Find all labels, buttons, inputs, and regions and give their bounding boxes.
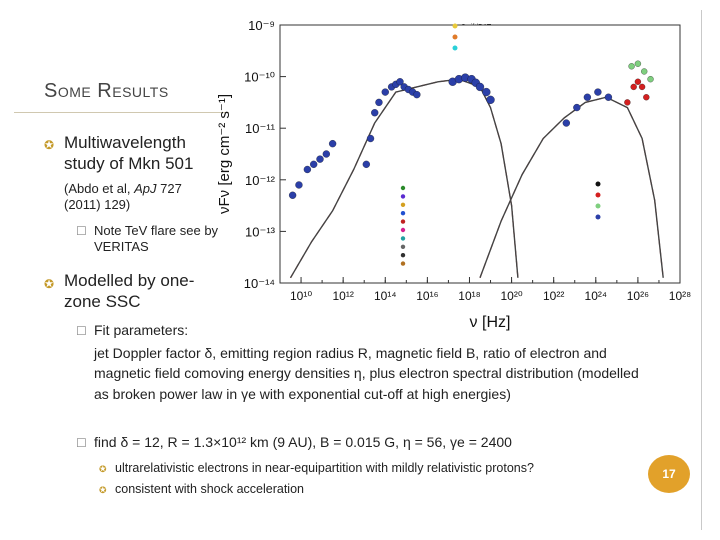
y-tick-label: 10⁻¹⁴: [243, 276, 275, 291]
y-tick-label: 10⁻¹³: [245, 224, 275, 240]
x-tick-label: 10²⁸: [668, 289, 692, 303]
legend-marker: [401, 261, 405, 265]
bullet-multiwavelength: Multiwavelength study of Mkn 501: [64, 133, 194, 174]
conclusion-equipartition: ultrarelativistic electrons in near-equipartition with mildly relativistic protons?: [115, 461, 534, 475]
sync-data-point: [323, 151, 330, 158]
reference-text-a: (Abdo et al,: [64, 181, 135, 196]
fermi-data-point: [605, 94, 612, 101]
xray-data-point: [482, 88, 490, 96]
legend-marker: [596, 204, 601, 209]
fermi-data-point: [594, 89, 601, 96]
sync-data-point: [382, 89, 389, 96]
veritas-data-point: [631, 84, 637, 90]
fermi-data-point: [563, 120, 570, 127]
fermi-data-point: [573, 104, 580, 111]
legend-marker: [401, 186, 405, 190]
bullet-icon: ✪: [99, 464, 107, 474]
square-bullet-icon: ☐: [76, 324, 87, 338]
veritas-data-point: [624, 99, 630, 105]
sync-data-point: [375, 99, 382, 106]
xray-data-point: [476, 83, 484, 91]
legend-marker: [401, 236, 405, 240]
sync-data-point: [304, 166, 311, 173]
fit-parameters-label: Fit parameters:: [94, 322, 189, 338]
bullet-one-zone-ssc: Modelled by one-zone SSC: [64, 271, 195, 312]
x-tick-label: 10¹⁸: [458, 289, 481, 303]
legend-marker: [401, 203, 405, 207]
veritas-flare-data-point: [648, 76, 654, 82]
veritas-data-point: [643, 94, 649, 100]
x-tick-label: 10²²: [543, 289, 565, 303]
fit-parameters-description: jet Doppler factor δ, emitting region radius R, magnetic field B, ratio of electron and magnetic field comoving energy densities η, plus electron spectral distribution (modelled as broken power law in γe with exponential cut-off at high energies): [94, 345, 639, 402]
sync-data-point: [367, 135, 374, 142]
x-tick-label: 10¹²: [332, 289, 354, 303]
square-bullet-icon: ☐: [76, 436, 87, 450]
legend-marker: [401, 253, 405, 257]
sync-data-point: [413, 91, 420, 98]
conclusion-shock-acceleration: consistent with shock acceleration: [115, 482, 304, 496]
xray-data-point: [487, 96, 495, 104]
x-tick-label: 10²⁴: [584, 289, 608, 303]
sync-data-point: [310, 161, 317, 168]
slide-title: Some Results: [44, 80, 169, 102]
sync-data-point: [371, 109, 378, 116]
bullet-icon: ✪: [44, 277, 55, 291]
veritas-flare-data-point: [635, 61, 641, 67]
legend-marker: [401, 245, 405, 249]
x-tick-label: 10¹⁴: [374, 289, 397, 303]
legend-marker: [453, 24, 458, 29]
veritas-data-point: [639, 84, 645, 90]
legend-marker: [401, 211, 405, 215]
reference-citation: [64, 181, 214, 214]
sync-data-point: [329, 140, 336, 147]
bullet-icon: ✪: [44, 138, 55, 152]
x-tick-label: 10²⁶: [626, 289, 650, 303]
legend-marker: [596, 182, 601, 187]
x-axis-title: ν [Hz]: [469, 314, 511, 331]
legend-marker: [453, 35, 458, 40]
veritas-flare-data-point: [629, 63, 635, 69]
legend-marker: [401, 194, 405, 198]
title-rule: [14, 112, 229, 113]
plot-frame: [280, 25, 680, 283]
x-tick-label: 10¹⁶: [416, 289, 439, 303]
veritas-data-point: [635, 79, 641, 85]
page-number-badge: 17: [648, 455, 690, 493]
sync-data-point: [289, 192, 296, 199]
bullet-icon: ✪: [99, 485, 107, 495]
sync-data-point: [363, 161, 370, 168]
note-tev-flare: Note TeV flare see by VERITAS: [94, 223, 219, 255]
y-tick-label: 10⁻¹⁰: [244, 69, 275, 85]
fit-result: find δ = 12, R = 1.3×10¹² km (9 AU), B = 0.015 G, η = 56, γe = 2400: [94, 434, 512, 450]
sed-chart: [205, 0, 695, 335]
square-bullet-icon: ☐: [76, 224, 87, 238]
fermi-data-point: [584, 94, 591, 101]
y-tick-label: 10⁻⁹: [248, 18, 275, 33]
sync-data-point: [317, 156, 324, 163]
y-tick-label: 10⁻¹²: [245, 172, 275, 188]
legend-marker: [596, 193, 601, 198]
reference-journal: ApJ: [134, 181, 157, 196]
y-tick-label: 10⁻¹¹: [245, 121, 275, 137]
y-axis-title: νFν [erg cm⁻² s⁻¹]: [216, 94, 233, 214]
x-tick-label: 10¹⁰: [289, 289, 313, 303]
legend-marker: [453, 46, 458, 51]
x-tick-label: 10²⁰: [500, 289, 523, 303]
sync-data-point: [295, 181, 302, 188]
legend-marker: [596, 215, 601, 220]
reference-text-b: 727 (2011) 129): [64, 181, 182, 213]
legend-marker: [401, 228, 405, 232]
legend-marker: [401, 219, 405, 223]
veritas-flare-data-point: [641, 68, 647, 74]
